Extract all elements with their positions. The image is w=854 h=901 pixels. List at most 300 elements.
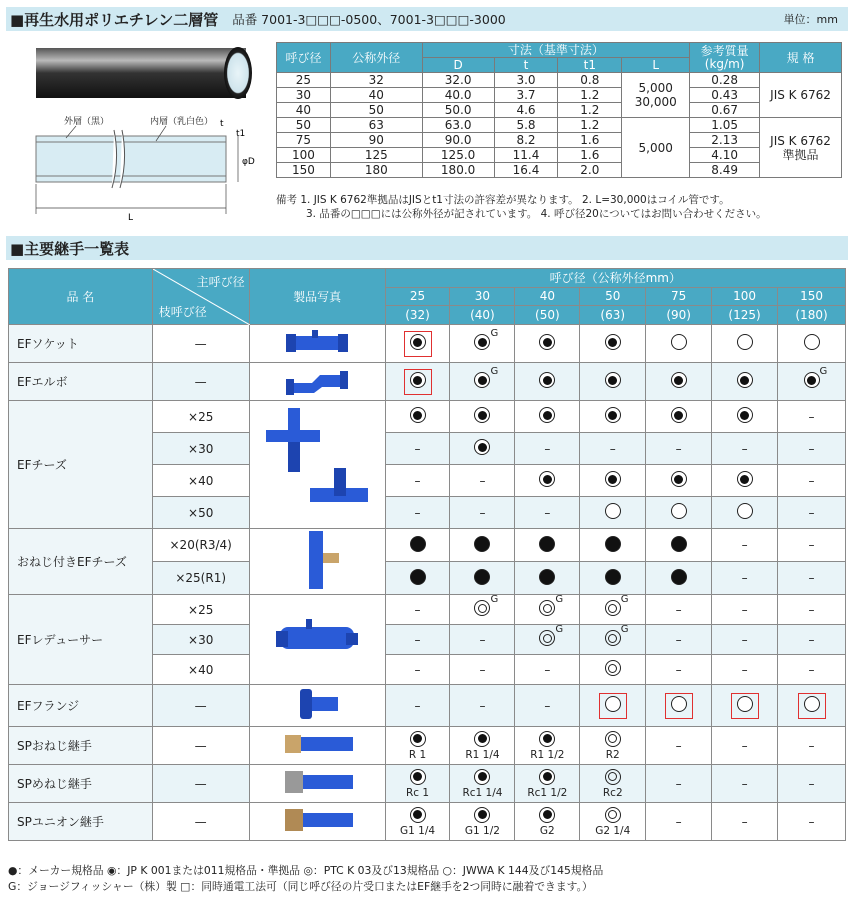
availability-cell xyxy=(580,497,646,529)
size-2: 40 xyxy=(515,287,580,306)
jp-standard-icon xyxy=(539,731,555,747)
availability-cell xyxy=(778,685,846,727)
cell: 40 xyxy=(330,88,422,103)
cell: 1.2 xyxy=(558,103,622,118)
jp-standard-icon xyxy=(539,807,555,823)
availability-cell xyxy=(580,595,646,625)
availability-mark xyxy=(737,372,753,391)
cell: 100 xyxy=(277,148,331,163)
availability-cell xyxy=(580,685,646,727)
simultaneous-fusion-box xyxy=(731,693,759,719)
L-5000: 5,000 xyxy=(638,81,673,95)
not-available: – xyxy=(741,602,748,617)
ptc-standard-icon xyxy=(605,807,621,823)
availability-mark xyxy=(539,407,555,426)
availability-cell xyxy=(778,765,846,803)
not-available: – xyxy=(414,698,421,713)
not-available: – xyxy=(609,441,616,456)
product-photo xyxy=(249,401,385,529)
h-mass: 参考質量 (kg/m) xyxy=(690,43,760,73)
maker-standard-icon xyxy=(605,536,621,552)
cell: 180 xyxy=(330,163,422,178)
gf-label: G xyxy=(490,328,499,339)
cell: 32.0 xyxy=(422,73,494,88)
fitting-row xyxy=(9,401,846,433)
cell: 40 xyxy=(277,103,331,118)
legend-line-2: G：ジョージフィッシャー（株）製 □：同時通電工法可（同じ呼び径の片受口またはEF継手を2つ同時に融着できます。） xyxy=(8,880,593,893)
cell: 180.0 xyxy=(422,163,494,178)
not-available: – xyxy=(808,505,815,520)
unit-label: 単位：mm xyxy=(783,13,838,26)
availability-cell xyxy=(646,401,712,433)
h-main: 主呼び径 xyxy=(196,275,245,289)
availability-cell xyxy=(385,465,450,497)
availability-mark xyxy=(474,594,499,619)
availability-mark xyxy=(671,696,687,715)
cell: 30 xyxy=(277,88,331,103)
branch-size: — xyxy=(152,765,249,803)
availability-mark xyxy=(737,407,753,426)
cell: 150 xyxy=(277,163,331,178)
cell: 1.6 xyxy=(558,148,622,163)
outer-layer-label: 外層（黒） xyxy=(64,117,110,127)
jp-standard-icon xyxy=(410,407,426,423)
h-t: t xyxy=(494,58,558,73)
not-available: – xyxy=(808,441,815,456)
product-photo xyxy=(249,685,385,727)
ptc-standard-icon xyxy=(605,731,621,747)
availability-mark xyxy=(605,696,621,715)
branch-size: — xyxy=(152,363,249,401)
jwwa-standard-icon xyxy=(804,334,820,350)
availability-cell xyxy=(515,465,580,497)
availability-cell xyxy=(580,803,646,841)
not-available: – xyxy=(741,571,748,585)
availability-cell xyxy=(778,363,846,401)
branch-size: — xyxy=(152,325,249,363)
branch-size: ×40 xyxy=(152,465,249,497)
product-number: 品番 7001-3□□□-0500、7001-3□□□-3000 xyxy=(232,12,506,27)
ptc-standard-icon xyxy=(605,600,621,616)
not-available: – xyxy=(741,814,748,829)
not-available: – xyxy=(808,632,815,647)
availability-mark xyxy=(671,334,687,353)
availability-mark xyxy=(605,624,629,649)
maker-standard-icon xyxy=(410,536,426,552)
not-available: – xyxy=(741,738,748,753)
not-available: – xyxy=(741,632,748,647)
availability-cell xyxy=(515,765,580,803)
availability-mark xyxy=(737,471,753,490)
availability-cell xyxy=(515,727,580,765)
cell: 50 xyxy=(277,118,331,133)
fitting-row xyxy=(9,363,846,401)
availability-cell xyxy=(778,803,846,841)
not-available: – xyxy=(414,473,421,488)
availability-cell xyxy=(712,765,778,803)
availability-cell xyxy=(712,803,778,841)
availability-cell xyxy=(385,529,450,562)
h-t1: t1 xyxy=(558,58,622,73)
availability-mark xyxy=(462,769,502,799)
availability-cell xyxy=(646,363,712,401)
size-1: 30 xyxy=(450,287,515,306)
fittings-table xyxy=(8,268,846,841)
jp-standard-icon xyxy=(410,807,426,823)
fitting-name: EFソケット xyxy=(9,325,153,363)
cell: 3.7 xyxy=(494,88,558,103)
section-title: ■再生水用ポリエチレン二層管 xyxy=(10,10,219,29)
h-branch: 枝呼び径 xyxy=(158,305,207,319)
availability-mark xyxy=(410,536,426,555)
pipe-end xyxy=(224,47,252,99)
branch-size: ×50 xyxy=(152,497,249,529)
fitting-name: EFエルボ xyxy=(9,363,153,401)
fitting-name: EFレデューサー xyxy=(9,595,153,685)
availability-mark xyxy=(410,334,426,353)
availability-mark xyxy=(671,536,687,555)
availability-cell xyxy=(385,803,450,841)
spec-row xyxy=(277,73,842,88)
availability-mark xyxy=(527,769,567,799)
thread-size: G1 1/2 xyxy=(464,824,500,837)
availability-cell xyxy=(646,465,712,497)
L-group1 xyxy=(622,73,690,118)
availability-cell xyxy=(450,363,515,401)
availability-cell xyxy=(580,529,646,562)
std2-name: JIS K 6762 xyxy=(770,133,831,148)
availability-cell xyxy=(580,655,646,685)
maker-standard-icon xyxy=(671,536,687,552)
availability-mark xyxy=(671,503,687,522)
not-available: – xyxy=(675,602,682,617)
availability-cell xyxy=(515,803,580,841)
cell: 2.0 xyxy=(558,163,622,178)
cell: 50 xyxy=(330,103,422,118)
not-available: – xyxy=(479,632,486,647)
availability-cell xyxy=(450,465,515,497)
thread-size: Rc1 1/4 xyxy=(462,786,503,799)
jp-standard-icon xyxy=(474,731,490,747)
jp-standard-icon xyxy=(474,334,490,350)
availability-mark xyxy=(474,536,490,555)
fitting-row xyxy=(9,727,846,765)
availability-mark xyxy=(804,366,828,391)
t1-label: t1 xyxy=(236,129,246,139)
simultaneous-fusion-box xyxy=(599,693,627,719)
availability-cell xyxy=(778,325,846,363)
jp-standard-icon xyxy=(474,769,490,785)
cell: 1.2 xyxy=(558,118,622,133)
product-photo xyxy=(249,529,385,595)
availability-cell xyxy=(450,325,515,363)
thread-size: G1 1/4 xyxy=(400,824,436,837)
availability-mark xyxy=(539,372,555,391)
h-std: 規 格 xyxy=(760,43,842,73)
availability-cell xyxy=(712,655,778,685)
not-available: – xyxy=(808,776,815,791)
availability-mark xyxy=(605,569,621,588)
section2-title: ■主要継手一覧表 xyxy=(10,239,130,258)
cell: 125.0 xyxy=(422,148,494,163)
availability-cell xyxy=(712,363,778,401)
cell: 50.0 xyxy=(422,103,494,118)
section-header-fittings xyxy=(6,236,848,260)
availability-cell xyxy=(778,529,846,562)
pipe-illustration xyxy=(6,38,276,223)
availability-mark xyxy=(474,439,490,458)
thread-size: G2 xyxy=(539,824,555,837)
availability-mark xyxy=(605,731,621,761)
maker-standard-icon xyxy=(539,536,555,552)
thread-size: R2 xyxy=(605,748,620,761)
jp-standard-icon xyxy=(410,769,426,785)
branch-size: ×30 xyxy=(152,625,249,655)
jp-standard-icon xyxy=(737,471,753,487)
branch-size: ×30 xyxy=(152,433,249,465)
maker-standard-icon xyxy=(474,569,490,585)
availability-mark xyxy=(603,769,623,799)
fitting-row xyxy=(9,803,846,841)
not-available: – xyxy=(675,632,682,647)
not-available: – xyxy=(808,571,815,585)
spec-row xyxy=(277,148,842,163)
availability-mark xyxy=(410,569,426,588)
availability-cell xyxy=(646,625,712,655)
jp-standard-icon xyxy=(737,372,753,388)
branch-size: — xyxy=(152,803,249,841)
gf-label: G xyxy=(490,366,499,377)
jp-standard-icon xyxy=(539,769,555,785)
thread-size: Rc 1 xyxy=(405,786,430,799)
h-photo: 製品写真 xyxy=(249,269,385,325)
jwwa-standard-icon xyxy=(671,334,687,350)
not-available: – xyxy=(414,632,421,647)
availability-cell xyxy=(646,595,712,625)
L-30000: 30,000 xyxy=(634,95,677,109)
h-D: D xyxy=(422,58,494,73)
cell: 5.8 xyxy=(494,118,558,133)
not-available: – xyxy=(808,738,815,753)
availability-mark xyxy=(474,569,490,588)
availability-cell xyxy=(515,625,580,655)
cell: 4.10 xyxy=(690,148,760,163)
ptc-standard-icon xyxy=(539,600,555,616)
fitting-name: SPおねじ継手 xyxy=(9,727,153,765)
not-available: – xyxy=(544,698,551,713)
availability-mark xyxy=(804,334,820,353)
jp-standard-icon xyxy=(474,439,490,455)
availability-cell xyxy=(385,595,450,625)
od-1: (40) xyxy=(450,306,515,325)
spec-note-2: 3. 品番の□□□には公称外径が記されています。 4. 呼び径20についてはお問い合わせください。 xyxy=(306,208,767,220)
availability-cell xyxy=(646,562,712,595)
availability-mark xyxy=(605,372,621,391)
d-label: φD xyxy=(242,157,255,167)
fitting-row xyxy=(9,529,846,562)
availability-cell xyxy=(385,562,450,595)
availability-cell xyxy=(580,363,646,401)
availability-mark xyxy=(530,731,564,761)
availability-cell xyxy=(712,595,778,625)
availability-cell xyxy=(385,625,450,655)
spec-row xyxy=(277,118,842,133)
availability-mark xyxy=(804,696,820,715)
cell: 16.4 xyxy=(494,163,558,178)
not-available: – xyxy=(808,814,815,829)
thread-size: Rc1 1/2 xyxy=(527,786,568,799)
availability-cell xyxy=(580,325,646,363)
availability-mark xyxy=(400,807,435,837)
not-available: – xyxy=(741,441,748,456)
branch-size: ×25(R1) xyxy=(152,562,249,595)
jp-standard-icon xyxy=(605,372,621,388)
availability-mark xyxy=(671,471,687,490)
availability-mark xyxy=(605,407,621,426)
thread-size: R 1 xyxy=(408,748,427,761)
availability-cell xyxy=(385,685,450,727)
availability-cell xyxy=(515,655,580,685)
jwwa-standard-icon xyxy=(605,503,621,519)
not-available: – xyxy=(479,473,486,488)
availability-cell xyxy=(450,433,515,465)
std-group2 xyxy=(760,118,842,178)
availability-cell xyxy=(385,363,450,401)
availability-mark xyxy=(539,471,555,490)
product-photo xyxy=(249,595,385,685)
fitting-row xyxy=(9,765,846,803)
cell: 125 xyxy=(330,148,422,163)
availability-cell xyxy=(385,727,450,765)
cell: 32 xyxy=(330,73,422,88)
availability-mark xyxy=(605,471,621,490)
availability-cell xyxy=(450,727,515,765)
availability-cell xyxy=(646,685,712,727)
od-3: (63) xyxy=(580,306,646,325)
gf-label: G xyxy=(555,594,564,605)
h-size: 呼び径（公称外径mm） xyxy=(385,269,845,288)
branch-size: ×20(R3/4) xyxy=(152,529,249,562)
ptc-standard-icon xyxy=(605,660,621,676)
jp-standard-icon xyxy=(474,407,490,423)
not-available: – xyxy=(479,698,486,713)
fitting-name: SPめねじ継手 xyxy=(9,765,153,803)
ptc-standard-icon xyxy=(605,630,621,646)
availability-mark xyxy=(539,569,555,588)
cell: 0.43 xyxy=(690,88,760,103)
spec-row xyxy=(277,133,842,148)
thread-size: R1 1/2 xyxy=(530,748,565,761)
maker-standard-icon xyxy=(671,569,687,585)
not-available: – xyxy=(808,662,815,677)
spec-row xyxy=(277,103,842,118)
cell: 0.67 xyxy=(690,103,760,118)
cell: 90.0 xyxy=(422,133,494,148)
branch-size: ×40 xyxy=(152,655,249,685)
availability-mark xyxy=(737,696,753,715)
availability-mark xyxy=(605,334,621,353)
h-L: L xyxy=(622,58,690,73)
not-available: – xyxy=(808,602,815,617)
availability-cell xyxy=(385,655,450,685)
not-available: – xyxy=(808,538,815,552)
availability-cell xyxy=(385,325,450,363)
availability-cell xyxy=(450,562,515,595)
jp-standard-icon xyxy=(605,334,621,350)
availability-cell xyxy=(450,803,515,841)
jp-standard-icon xyxy=(737,407,753,423)
maker-standard-icon xyxy=(539,569,555,585)
availability-cell xyxy=(450,595,515,625)
availability-cell xyxy=(385,401,450,433)
not-available: – xyxy=(741,662,748,677)
not-available: – xyxy=(544,505,551,520)
availability-cell xyxy=(580,765,646,803)
fitting-row xyxy=(9,685,846,727)
availability-mark xyxy=(605,594,629,619)
simultaneous-fusion-box xyxy=(404,331,432,357)
h-dim: 寸法（基準寸法） xyxy=(422,43,690,58)
availability-cell xyxy=(450,625,515,655)
jp-standard-icon xyxy=(539,334,555,350)
availability-cell xyxy=(515,685,580,727)
h-nominal: 呼び径 xyxy=(277,43,331,73)
availability-mark xyxy=(465,731,499,761)
jp-standard-icon xyxy=(671,471,687,487)
availability-cell xyxy=(646,529,712,562)
fitting-row xyxy=(9,595,846,625)
gf-label: G xyxy=(819,366,828,377)
maker-standard-icon xyxy=(605,569,621,585)
availability-cell xyxy=(778,595,846,625)
availability-cell xyxy=(515,363,580,401)
od-5: (125) xyxy=(712,306,778,325)
availability-mark xyxy=(409,731,426,761)
jp-standard-icon xyxy=(605,471,621,487)
maker-standard-icon xyxy=(410,569,426,585)
fitting-name: EFフランジ xyxy=(9,685,153,727)
L-group2: 5,000 xyxy=(622,118,690,178)
availability-mark xyxy=(474,366,499,391)
h-main-branch xyxy=(152,269,249,325)
cell: 1.05 xyxy=(690,118,760,133)
availability-mark xyxy=(406,769,429,799)
cell: 40.0 xyxy=(422,88,494,103)
fitting-row xyxy=(9,325,846,363)
jp-standard-icon xyxy=(605,407,621,423)
availability-mark xyxy=(737,334,753,353)
od-6: (180) xyxy=(778,306,846,325)
maker-standard-icon xyxy=(474,536,490,552)
availability-cell xyxy=(712,401,778,433)
not-available: – xyxy=(544,441,551,456)
pipe-spec-table xyxy=(276,42,842,178)
cell: 8.49 xyxy=(690,163,760,178)
not-available: – xyxy=(414,441,421,456)
product-photo xyxy=(249,765,385,803)
jp-standard-icon xyxy=(671,372,687,388)
availability-cell xyxy=(778,655,846,685)
availability-cell xyxy=(450,529,515,562)
branch-size: ×25 xyxy=(152,401,249,433)
availability-mark xyxy=(474,328,499,353)
availability-cell xyxy=(450,655,515,685)
thread-size: Rc2 xyxy=(602,786,623,799)
gf-label: G xyxy=(555,624,564,635)
not-available: – xyxy=(741,538,748,552)
availability-cell xyxy=(515,595,580,625)
not-available: – xyxy=(741,776,748,791)
